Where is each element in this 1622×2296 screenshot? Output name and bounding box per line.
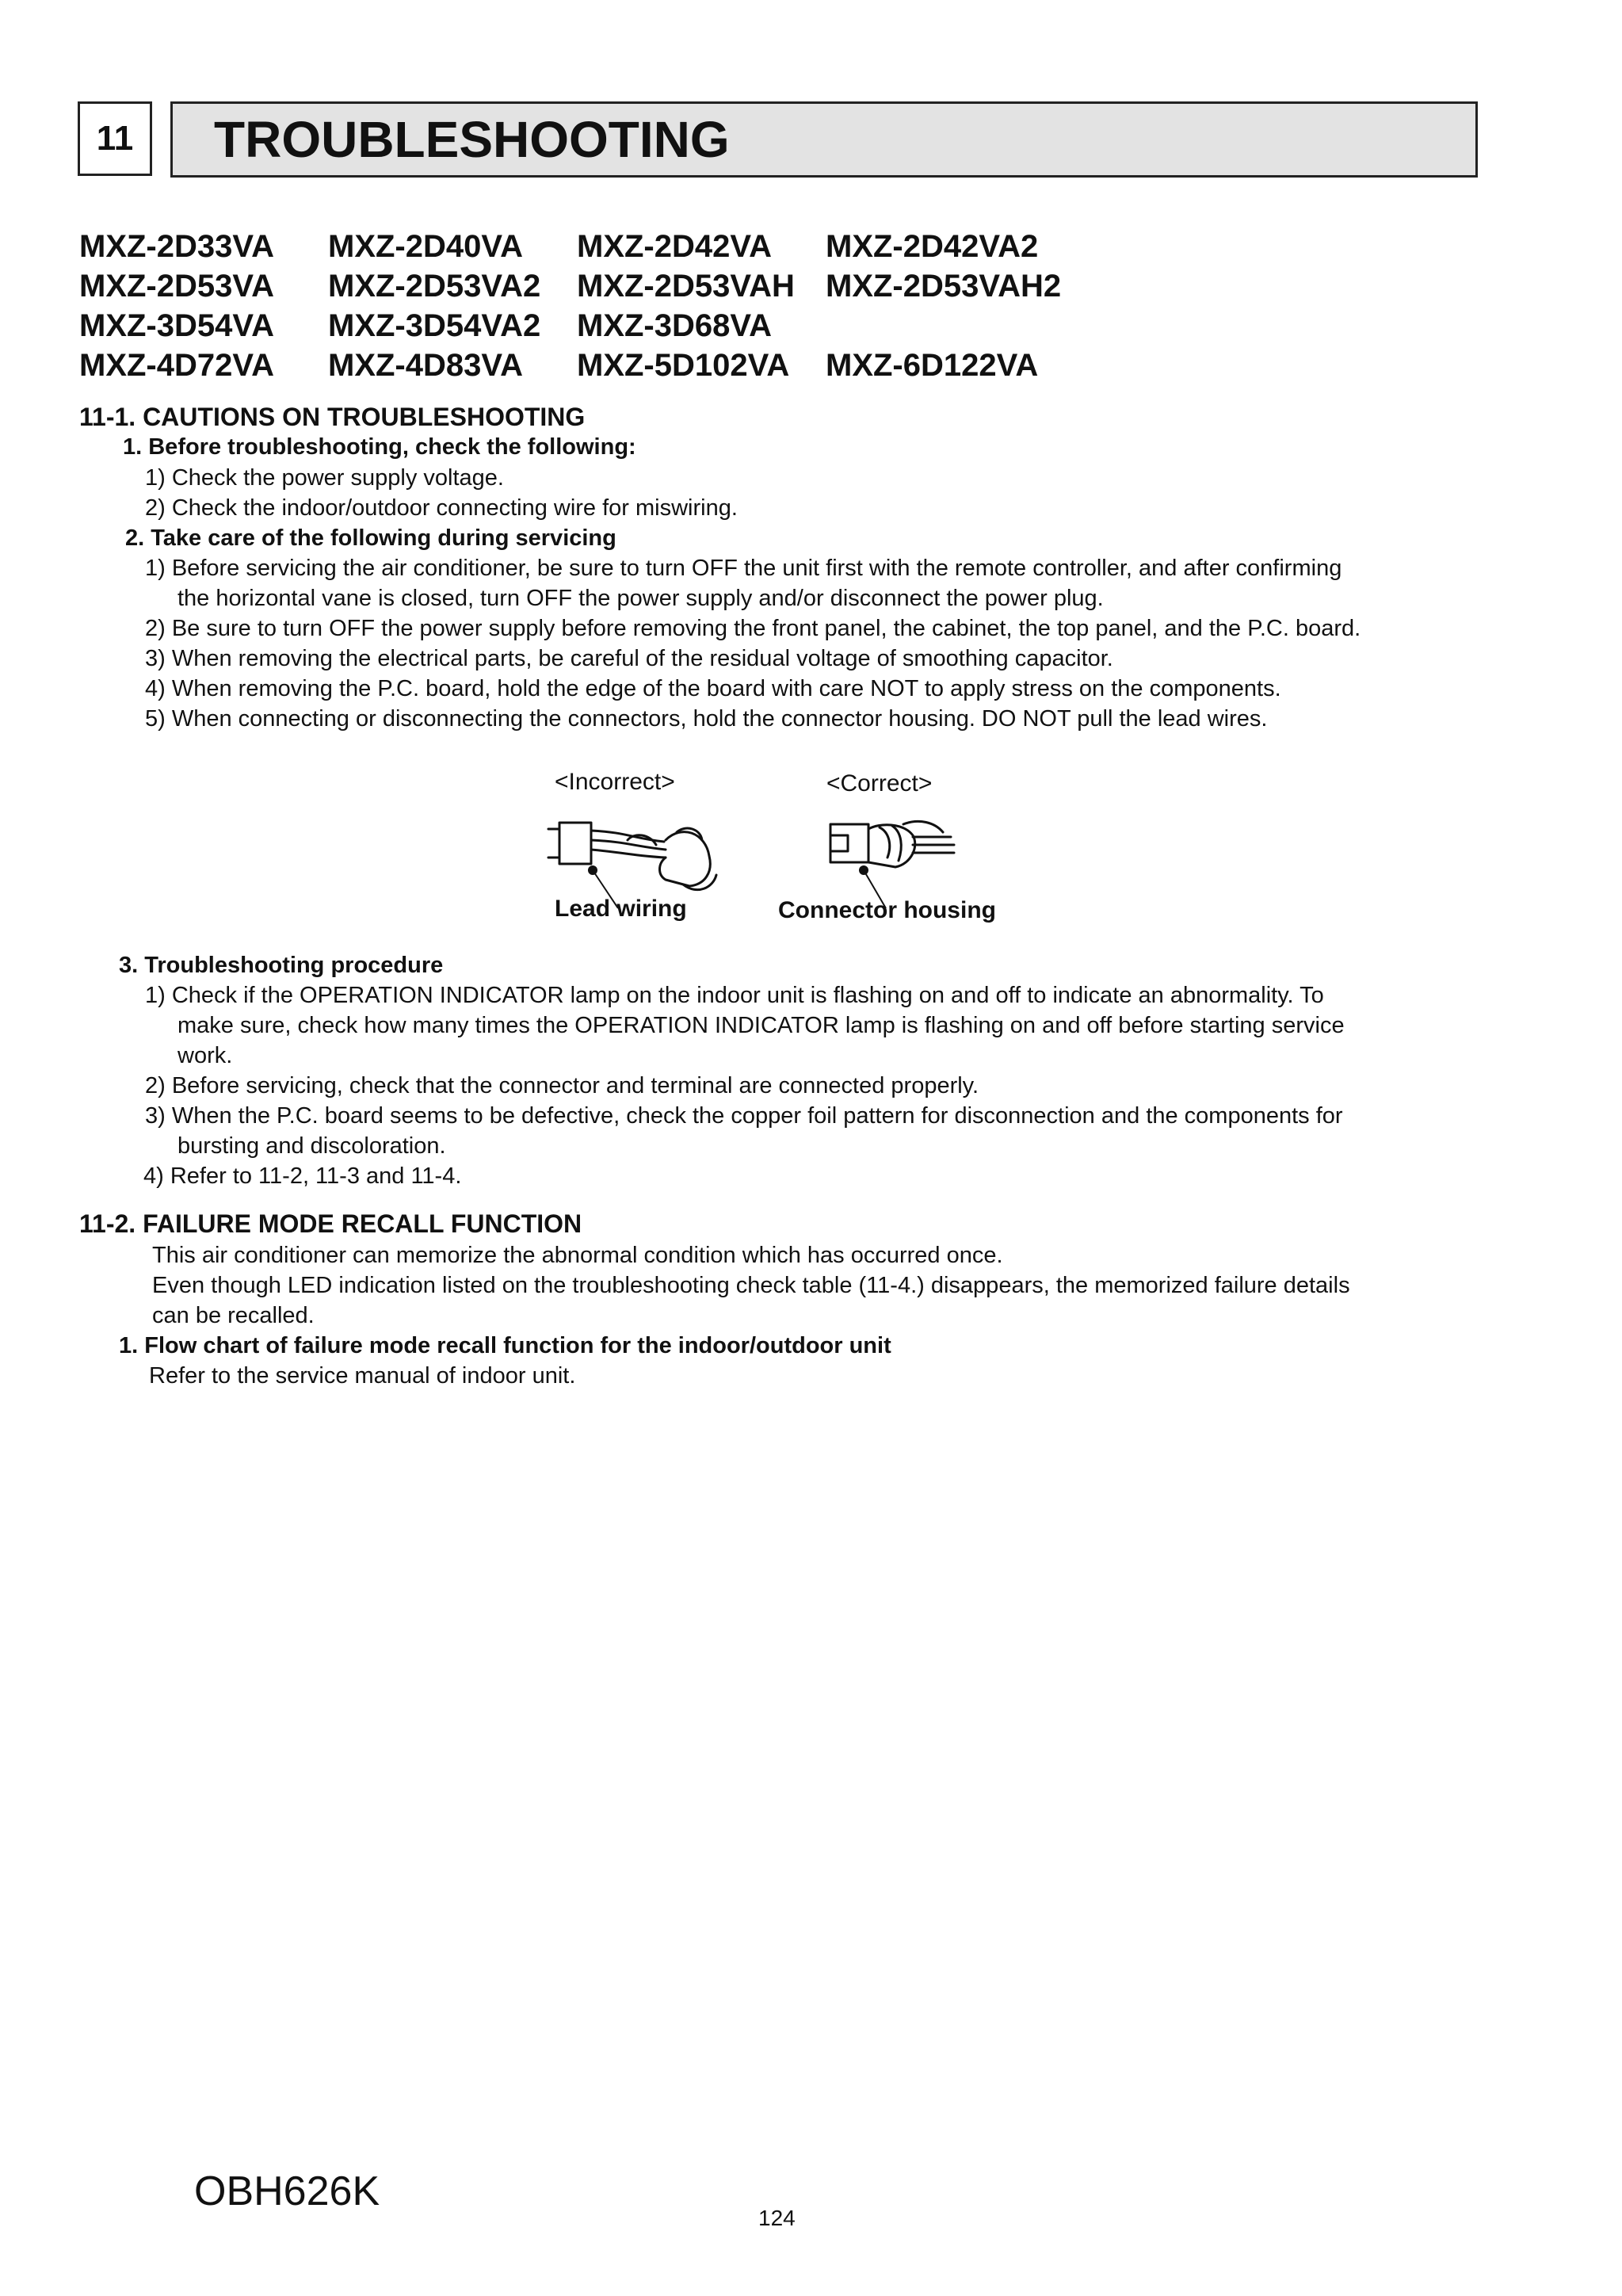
model-name: MXZ-2D33VA	[79, 229, 274, 264]
subsection-title-before: 1. Before troubleshooting, check the following:	[123, 434, 636, 460]
subsection-title-during: 2. Take care of the following during servicing	[125, 525, 616, 551]
list-item: 2) Before servicing, check that the connector and terminal are connected properly.	[145, 1073, 979, 1098]
correct-label: <Correct>	[826, 770, 933, 797]
model-row	[79, 227, 1074, 266]
model-name: MXZ-3D68VA	[577, 308, 772, 343]
model-name: MXZ-4D83VA	[328, 348, 523, 383]
paragraph: This air conditioner can memorize the abnormal condition which has occurred once.	[152, 1243, 1003, 1268]
list-item-continuation: work.	[177, 1043, 233, 1068]
list-item-continuation: bursting and discoloration.	[177, 1133, 446, 1159]
subsection-title-procedure: 3. Troubleshooting procedure	[119, 953, 444, 978]
model-name: MXZ-4D72VA	[79, 348, 274, 383]
paragraph-continuation: can be recalled.	[152, 1303, 315, 1328]
list-item: 1) Check if the OPERATION INDICATOR lamp on the indoor unit is flashing on and off to indicate an abnormality. To	[145, 983, 1324, 1008]
correct-handling-illustration	[824, 808, 1006, 911]
model-row	[79, 346, 1074, 385]
model-name	[826, 306, 1074, 346]
section-title-recall: 11-2. FAILURE MODE RECALL FUNCTION	[79, 1209, 582, 1238]
list-item: 2) Be sure to turn OFF the power supply before removing the front panel, the cabinet, the top panel, and the P.C. board.	[145, 616, 1361, 641]
section-title-cautions: 11-1. CAUTIONS ON TROUBLESHOOTING	[79, 403, 586, 431]
list-item: 4) Refer to 11-2, 11-3 and 11-4.	[143, 1163, 462, 1189]
model-name: MXZ-2D53VAH2	[826, 269, 1062, 304]
chapter-title: TROUBLESHOOTING	[170, 101, 1478, 178]
model-name: MXZ-5D102VA	[577, 348, 790, 383]
list-item: 1) Check the power supply voltage.	[145, 465, 504, 491]
document-code: OBH626K	[194, 2168, 380, 2214]
paragraph: Even though LED indication listed on the troubleshooting check table (11-4.) disappears, the memorized failure details	[152, 1273, 1350, 1298]
chapter-number: 11	[78, 101, 152, 176]
model-name: MXZ-2D42VA2	[826, 229, 1039, 264]
model-name: MXZ-3D54VA	[79, 308, 274, 343]
list-item-continuation: the horizontal vane is closed, turn OFF the power supply and/or disconnect the power plug.	[177, 586, 1104, 611]
list-item: 1) Before servicing the air conditioner, be sure to turn OFF the unit first with the remote controller, and after confirming	[145, 556, 1342, 581]
model-name: MXZ-6D122VA	[826, 348, 1039, 383]
model-name: MXZ-2D42VA	[577, 229, 772, 264]
list-item: 5) When connecting or disconnecting the connectors, hold the connector housing. DO NOT pull the lead wires.	[145, 706, 1268, 732]
model-name: MXZ-2D53VA2	[328, 269, 541, 304]
list-item: 2) Check the indoor/outdoor connecting wire for miswiring.	[145, 495, 738, 521]
model-row	[79, 306, 1074, 346]
model-name: MXZ-3D54VA2	[328, 308, 541, 343]
list-item: 3) When the P.C. board seems to be defective, check the copper foil pattern for disconnection and the components for	[145, 1103, 1343, 1129]
incorrect-caption: Lead wiring	[555, 896, 687, 922]
model-list	[79, 227, 1074, 385]
model-name: MXZ-2D40VA	[328, 229, 523, 264]
incorrect-label: <Incorrect>	[555, 769, 675, 795]
model-row	[79, 266, 1074, 306]
page-number: 124	[758, 2206, 796, 2230]
paragraph: Refer to the service manual of indoor unit.	[149, 1363, 576, 1389]
correct-caption: Connector housing	[778, 897, 996, 923]
model-name: MXZ-2D53VAH	[577, 269, 795, 304]
list-item: 3) When removing the electrical parts, be careful of the residual voltage of smoothing capacitor.	[145, 646, 1113, 671]
model-name: MXZ-2D53VA	[79, 269, 274, 304]
list-item-continuation: make sure, check how many times the OPERATION INDICATOR lamp is flashing on and off before starting service	[177, 1013, 1345, 1038]
subsection-title-flowchart: 1. Flow chart of failure mode recall function for the indoor/outdoor unit	[119, 1333, 891, 1358]
list-item: 4) When removing the P.C. board, hold the edge of the board with care NOT to apply stress on the components.	[145, 676, 1281, 701]
